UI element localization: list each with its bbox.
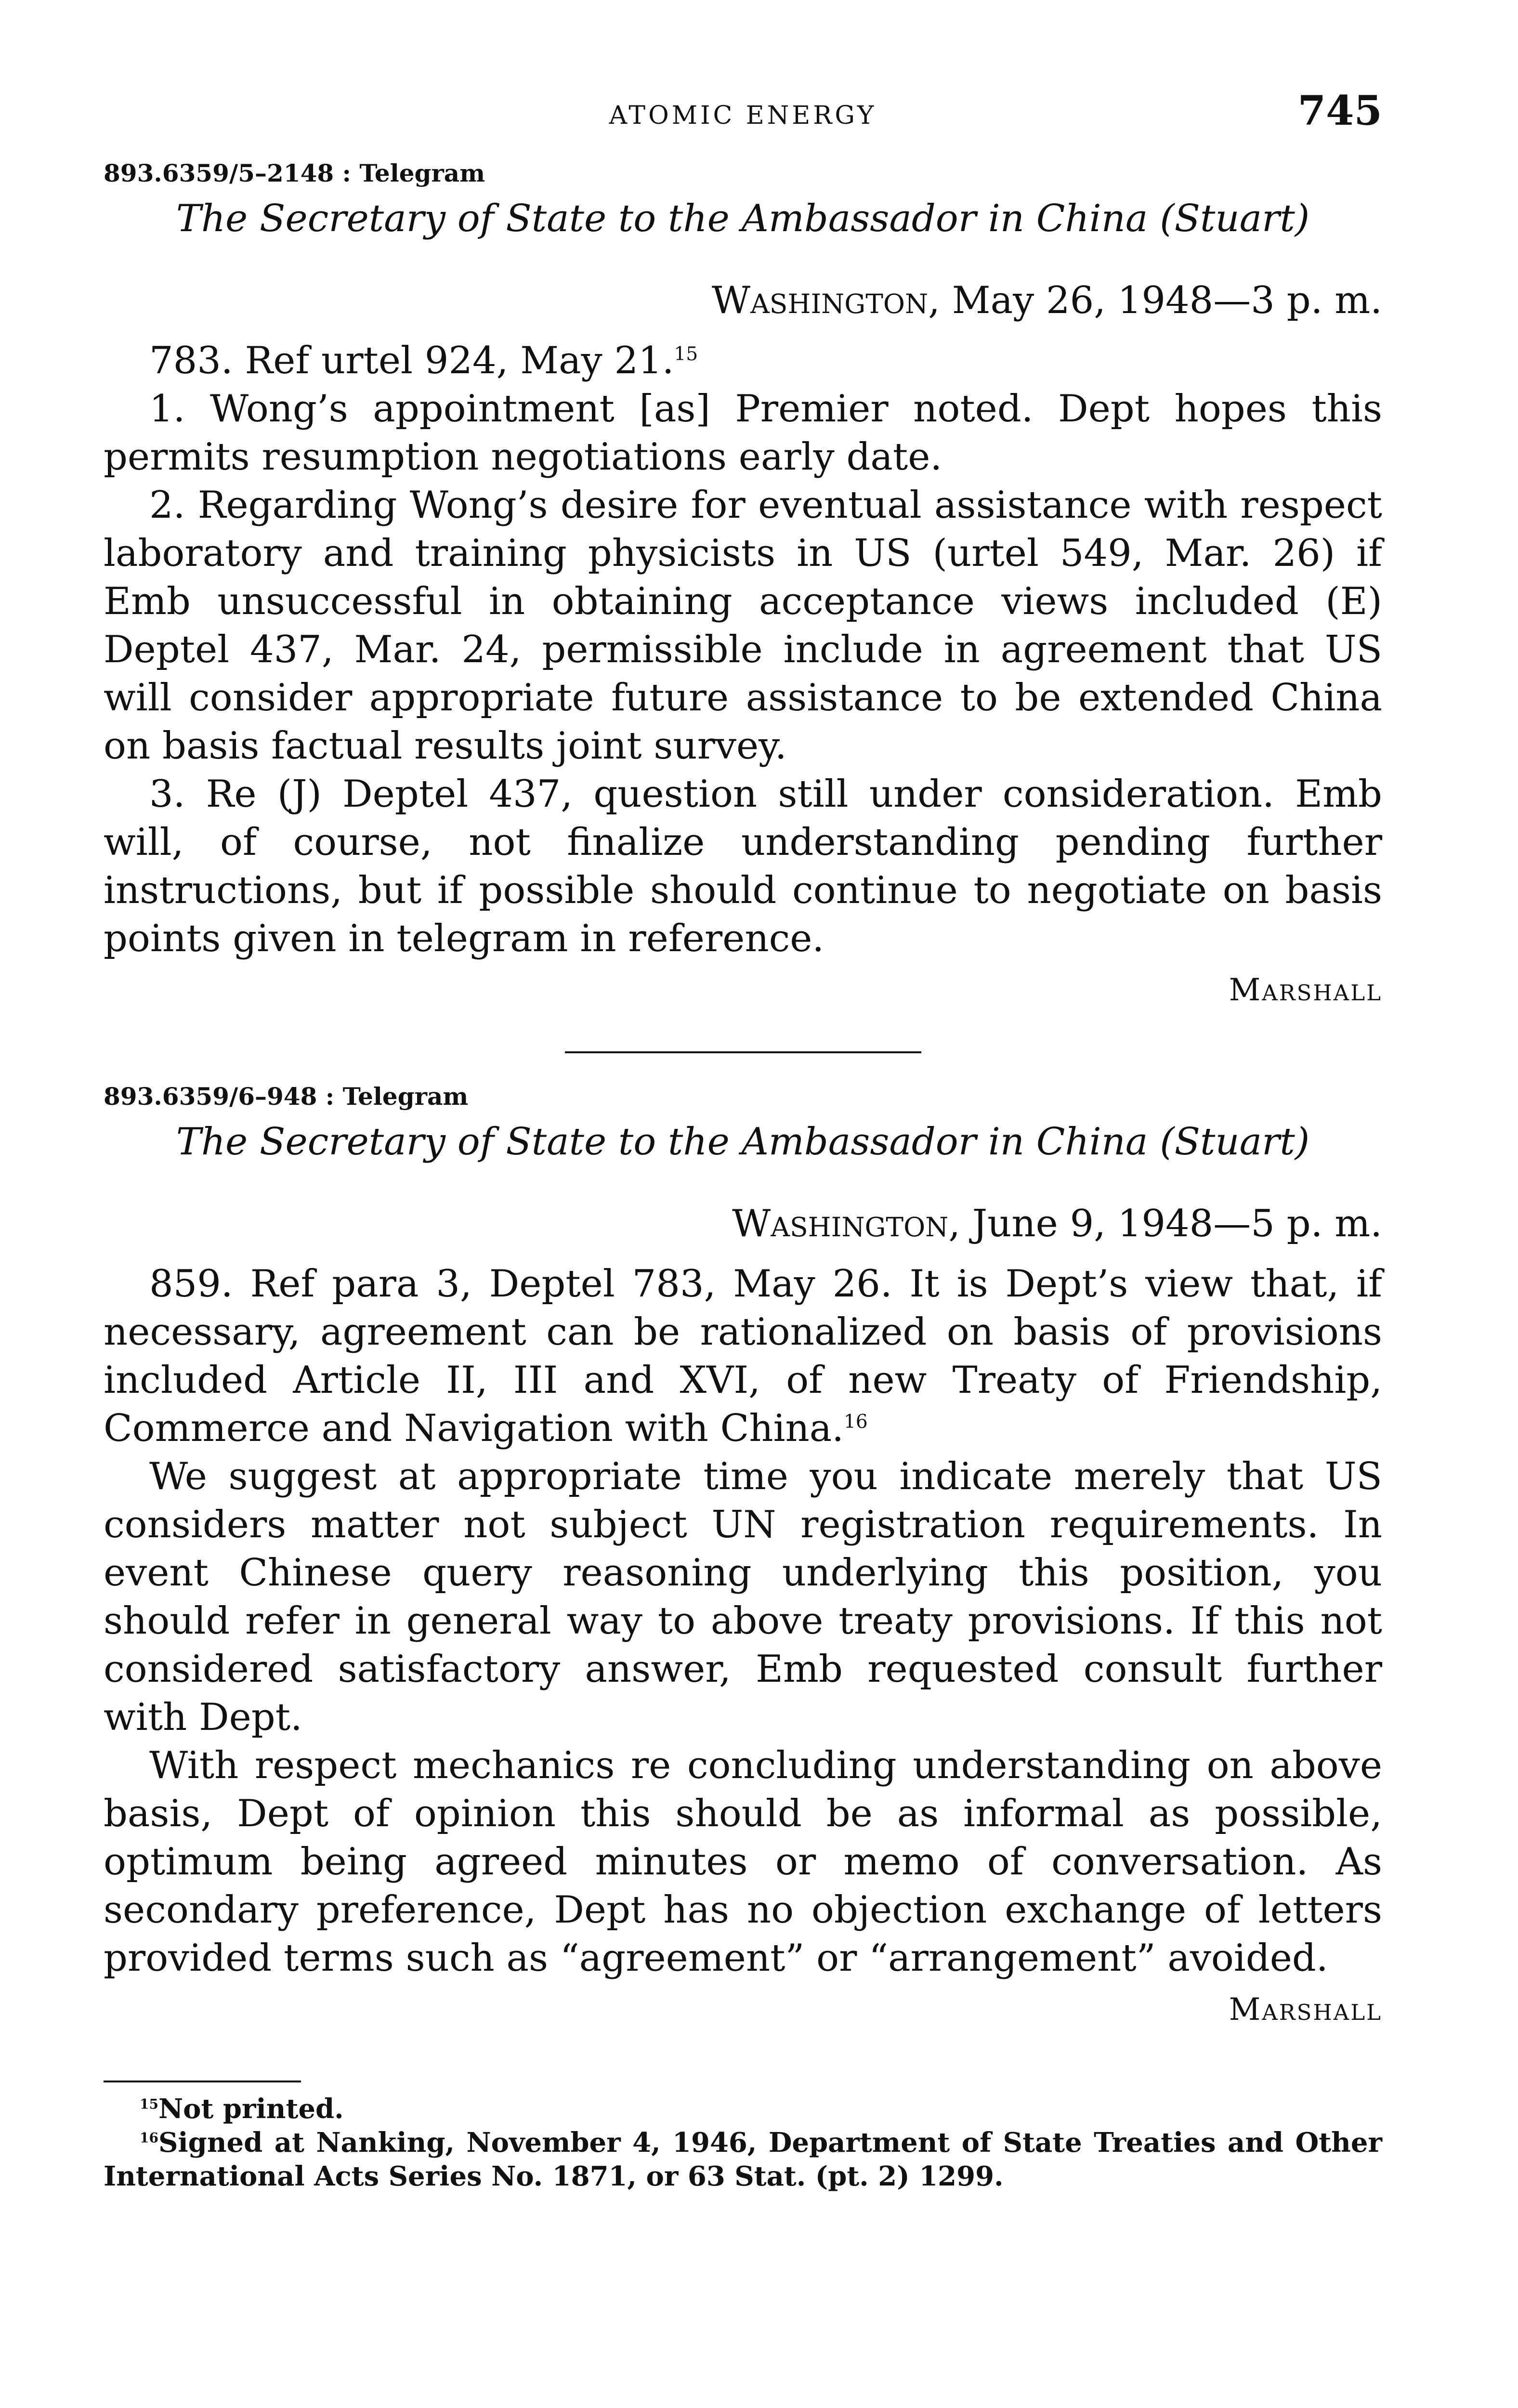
dateline-place: Washington, [711, 279, 940, 322]
footnote-marker: 15 [674, 343, 698, 365]
footnote [104, 2126, 1382, 2193]
footnote-rule [104, 2081, 301, 2082]
page-number: 745 [1297, 87, 1382, 134]
paragraph: We suggest at appropriate time you indicate merely that US considers matter not subject UN registration requirements. In event Chinese query reasoning underlying this position, you should refer in general way to above treaty provisions. If this not considered satisfactory answer, Emb requested consult further with Dept. [104, 1455, 1382, 1739]
paragraph: 3. Re (J) Deptel 437, question still under consideration. Emb will, of course, not finalize understanding pending further instructions, but if possible should continue to negotiate on basis points given in telegram in reference. [104, 772, 1382, 960]
footnote-text: Not printed. [158, 2093, 344, 2125]
paragraph [104, 337, 1382, 385]
running-header [104, 87, 1382, 144]
paragraph: With respect mechanics re concluding understanding on above basis, Dept of opinion this should be as informal as possible, optimum being agreed minutes or memo of conversation. As secondary preference, Dept has no objection exchange of letters provided terms such as “agreement” or “arrangement” avoided. [104, 1744, 1382, 1980]
paragraph [104, 1260, 1382, 1453]
footnote-marker: 16 [844, 1411, 868, 1433]
signature: Marshall [1229, 972, 1382, 1008]
dateline [104, 279, 1382, 322]
paragraph-text: 783. Ref urtel 924, May 21. [149, 339, 674, 382]
paragraph-text: 859. Ref para 3, Deptel 783, May 26. It is Dept’s view that, if necessary, agreement can be rationalized on basis of provisions included Article II, III and XVI, of new Treaty of Friendship, Commerce and Navigation with China. [104, 1262, 1382, 1450]
footnotes [104, 2092, 1382, 2193]
footnote-number: 15 [140, 2096, 158, 2112]
paragraph: 1. Wong’s appointment [as] Premier noted. Dept hopes this permits resumption negotiations early date. [104, 387, 1382, 479]
dateline-date: June 9, 1948—5 p. m. [960, 1202, 1382, 1245]
footnote [104, 2092, 1382, 2126]
running-title: ATOMIC ENERGY [609, 101, 877, 130]
file-reference: 893.6359/5–2148 : Telegram [104, 159, 485, 187]
file-reference: 893.6359/6–948 : Telegram [104, 1082, 469, 1111]
document-title: The Secretary of State to the Ambassador in China (Stuart) [176, 1120, 1310, 1164]
document-page [104, 87, 1382, 2193]
dateline [104, 1202, 1382, 1245]
dateline-place: Washington, [732, 1202, 961, 1245]
footnote-number: 16 [140, 2130, 158, 2146]
paragraph: 2. Regarding Wong’s desire for eventual assistance with respect laboratory and training physicists in US (urtel 549, Mar. 26) if Emb unsuccessful in obtaining acceptance views included (E) Deptel 437, Mar. 24, permissible include in agreement that US will consider appropriate future assistance to be extended China on basis factual results joint survey. [104, 484, 1382, 768]
telegram-section-2 [104, 1082, 1382, 2028]
footnote-text: Signed at Nanking, November 4, 1946, Department of State Treaties and Other International Acts Series No. 1871, or 63 Stat. (pt. 2) 1299. [104, 2127, 1382, 2192]
section-divider [565, 1051, 921, 1053]
signature: Marshall [1229, 1992, 1382, 2028]
dateline-date: May 26, 1948—3 p. m. [940, 279, 1382, 322]
telegram-section-1 [104, 159, 1382, 1008]
document-title: The Secretary of State to the Ambassador in China (Stuart) [176, 197, 1310, 240]
